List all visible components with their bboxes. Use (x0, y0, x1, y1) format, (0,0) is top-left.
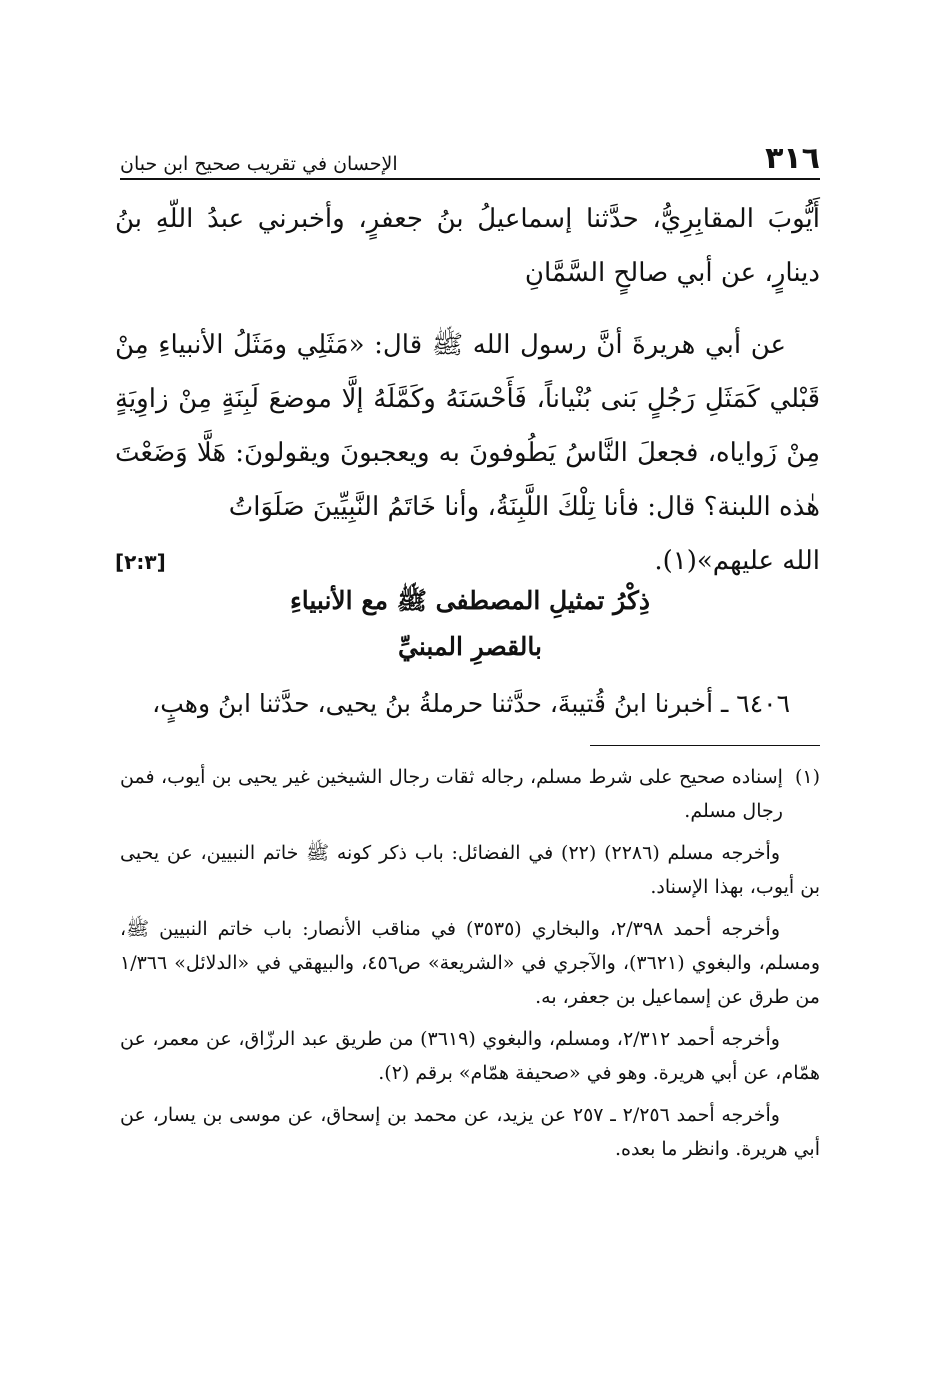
running-title: الإحسان في تقريب صحيح ابن حبان (120, 153, 398, 175)
footnotes (120, 760, 820, 1174)
footnote-text-5: وأخرجه أحمد ٢/٢٥٦ ـ ٢٥٧ عن يزيد، عن محمد بن إسحاق، عن موسى بن يسار، عن أبي هريرة. وانظر ما بعده. (120, 1104, 820, 1160)
page-number: ٣١٦ (765, 141, 820, 176)
hadith-entry: ٦٤٠٦ ـ أخبرنا ابنُ قُتيبةَ، حدَّثنا حرملةُ بنُ يحيى، حدَّثنا ابنُ وهبٍ، (152, 689, 790, 718)
hadith-reference: [٢:٣] (115, 550, 166, 574)
footnote-1 (120, 760, 820, 836)
footnote-text-3: وأخرجه أحمد ٢/٣٩٨، والبخاري (٣٥٣٥) في مناقب الأنصار: باب خاتم النبيين ﷺ، ومسلم، والبغوي (٣٦٢١)، والآجري في «الشريعة» ص٤٥٦، والبيهقي في «الدلائل» ١/٣٦٦ من طرق عن إسماعيل بن جعفر، به. (120, 918, 821, 1008)
main-text (115, 192, 820, 589)
footnote-number: (١) (794, 766, 820, 788)
page-header (120, 128, 820, 180)
hadith-paragraph: عن أبي هريرةَ أنَّ رسول الله ﷺ قال: «مَثَلِي ومَثَلُ الأنبياءِ مِنْ قَبْلي كَمَثَلِ رَجُلٍ بَنى بُنْياناً، فَأَحْسَنَهُ وكَمَّلَهُ إلَّا موضعَ لَبِنَةٍ مِنْ زاوِيَةٍ مِنْ زَواياه، فجعلَ النَّاسُ يَطُوفونَ به ويعجبونَ ويقولونَ: هَلَّا وَضَعْتَ هٰذه اللبنة؟ قال: فأنا تِلْكَ اللَّبِنَةُ، وأنا خَاتَمُ النَّبِيِّينَ صَلَوَاتُ (115, 330, 820, 522)
section-heading (120, 578, 820, 670)
footnote-separator (590, 745, 820, 746)
section-heading-line-2: بالقصرِ المبنيِّ (398, 632, 542, 661)
hadith-end-text: الله عليهم»(١). (654, 546, 820, 576)
footnote-text-2: وأخرجه مسلم (٢٢٨٦) (٢٢) في الفضائل: باب ذكر كونه ﷺ خاتم النبيين، عن يحيى بن أيوب، بهذا الإسناد. (120, 842, 820, 898)
footnote-text-1: إسناده صحيح على شرط مسلم، رجاله ثقات رجال الشيخين غير يحيى بن أيوب، فمن رجال مسلم. (120, 766, 783, 822)
footnote-text-4: وأخرجه أحمد ٢/٣١٢، ومسلم، والبغوي (٣٦١٩) من طريق عبد الرزّاق، عن معمر، عن همّام، عن أبي هريرة. وهو في «صحيفة همّام» برقم (٢). (120, 1028, 820, 1084)
section-heading-line-1: ذِكْرُ تمثيلِ المصطفى ﷺ مع الأنبياءِ (290, 586, 650, 615)
isnad-paragraph: أَيُّوبَ المقابِرِيُّ، حدَّثنا إسماعيلُ بنُ جعفرٍ، وأخبرني عبدُ اللّهِ بنُ دينارٍ، عن أبي صالحٍ السَّمَّانِ (115, 204, 820, 288)
